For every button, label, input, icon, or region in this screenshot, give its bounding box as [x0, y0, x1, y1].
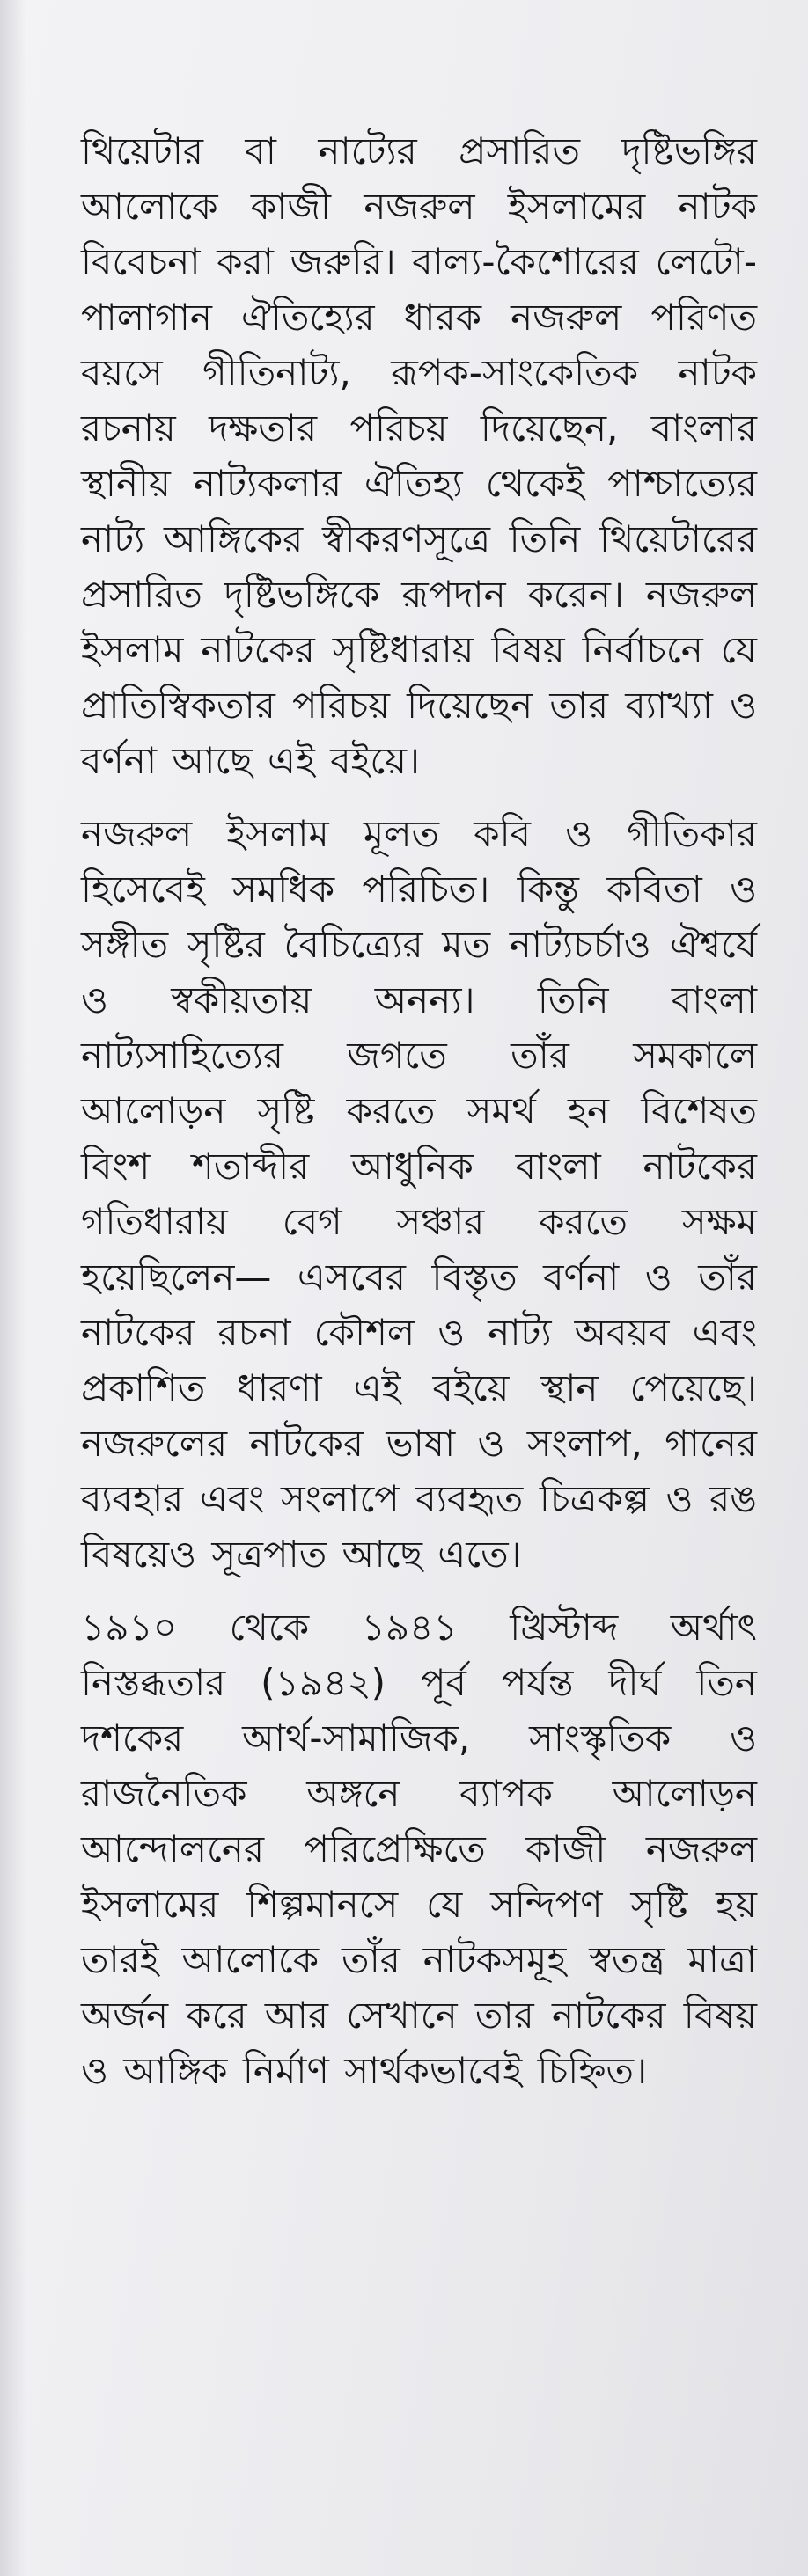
paragraph-1: থিয়েটার বা নাট্যের প্রসারিত দৃষ্টিভঙ্গির আলোকে কাজী নজরুল ইসলামের নাটক বিবেচনা করা জরুরি। বাল্য-কৈশোরের লেটো-পালাগান ঐতিহ্যের ধারক নজরুল পরিণত বয়সে গীতিনাট্য, রূপক-সাংকেতিক নাটক রচনায় দক্ষতার পরিচয় দিয়েছেন, বাংলার স্থানীয় নাট্যকলার ঐতিহ্য থেকেই পাশ্চাত্যের নাট্য আঙ্গিকের স্বীকরণসূত্রে তিনি থিয়েটারের প্রসারিত দৃষ্টিভঙ্গিকে রূপদান করেন। নজরুল ইসলাম নাটকের সৃষ্টিধারায় বিষয় নির্বাচনে যে প্রাতিস্বিকতার পরিচয় দিয়েছেন তার ব্যাখ্যা ও বর্ণনা আছে এই বইয়ে।	[81, 129, 757, 782]
paragraph-2: নজরুল ইসলাম মূলত কবি ও গীতিকার হিসেবেই সমধিক পরিচিত। কিন্তু কবিতা ও সঙ্গীত সৃষ্টির বৈচিত্র্যের মত নাট্যচর্চাও ঐশ্বর্যে ও স্বকীয়তায় অনন্য। তিনি বাংলা নাট্যসাহিত্যের জগতে তাঁর সমকালে আলোড়ন সৃষ্টি করতে সমর্থ হন বিশেষত বিংশ শতাব্দীর আধুনিক বাংলা নাটকের গতিধারায় বেগ সঞ্চার করতে সক্ষম হয়েছিলেন— এসবের বিস্তৃত বর্ণনা ও তাঁর নাটকের রচনা কৌশল ও নাট্য অবয়ব এবং প্রকাশিত ধারণা এই বইয়ে স্থান পেয়েছে। নজরুলের নাটকের ভাষা ও সংলাপ, গানের ব্যবহার এবং সংলাপে ব্যবহৃত চিত্রকল্প ও রঙ বিষয়েও সূত্রপাত আছে এতে।	[81, 812, 757, 1576]
paragraph-3: ১৯১০ থেকে ১৯৪১ খ্রিস্টাব্দ অর্থাৎ নিস্তব্ধতার (১৯৪২) পূর্ব পর্যন্ত দীর্ঘ তিন দশকের আর্থ-সামাজিক, সাংস্কৃতিক ও রাজনৈতিক অঙ্গনে ব্যাপক আলোড়ন আন্দোলনের পরিপ্রেক্ষিতে কাজী নজরুল ইসলামের শিল্পমানসে যে সন্দিপণ সৃষ্টি হয় তারই আলোকে তাঁর নাটকসমূহ স্বতন্ত্র মাত্রা অর্জন করে আর সেখানে তার নাটকের বিষয় ও আঙ্গিক নির্মাণ সার্থকভাবেই চিহ্নিত।	[81, 1606, 757, 2092]
